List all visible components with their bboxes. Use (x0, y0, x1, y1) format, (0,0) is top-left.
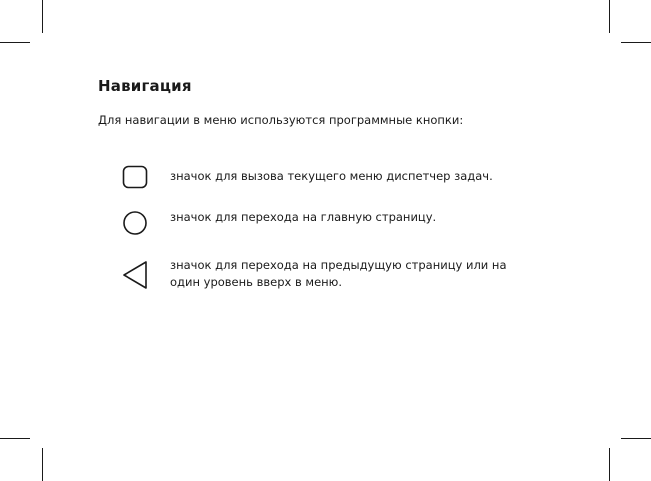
crop-mark-top-left-horizontal (0, 42, 30, 43)
nav-item-home (120, 208, 540, 238)
crop-mark-top-right-vertical (609, 0, 610, 33)
crop-mark-top-left-vertical (42, 0, 43, 33)
back-triangle-icon (120, 255, 150, 295)
crop-mark-bottom-left-vertical (42, 448, 43, 481)
crop-mark-bottom-right-vertical (609, 448, 610, 481)
nav-item-description (170, 168, 493, 185)
nav-item-description-line1: значок для перехода на предыдущую страницу или на (170, 258, 507, 272)
crop-mark-bottom-right-horizontal (621, 438, 651, 439)
circle-icon (120, 208, 150, 238)
crop-mark-top-right-horizontal (621, 42, 651, 43)
nav-item-back (120, 255, 540, 295)
nav-item-description (170, 209, 436, 226)
intro-text: Для навигации в меню используются программные кнопки: (98, 113, 464, 127)
page-title: Навигация (98, 77, 192, 95)
nav-item-description-line1: значок для перехода на главную страницу. (170, 210, 437, 224)
nav-item-description-line2: один уровень вверх в меню. (170, 275, 343, 289)
nav-item-description (170, 257, 507, 291)
square-icon (120, 163, 150, 193)
nav-item-task-manager (120, 163, 540, 193)
crop-mark-bottom-left-horizontal (0, 438, 30, 439)
nav-item-description-line1: значок для вызова текущего меню диспетчер задач. (170, 169, 493, 183)
